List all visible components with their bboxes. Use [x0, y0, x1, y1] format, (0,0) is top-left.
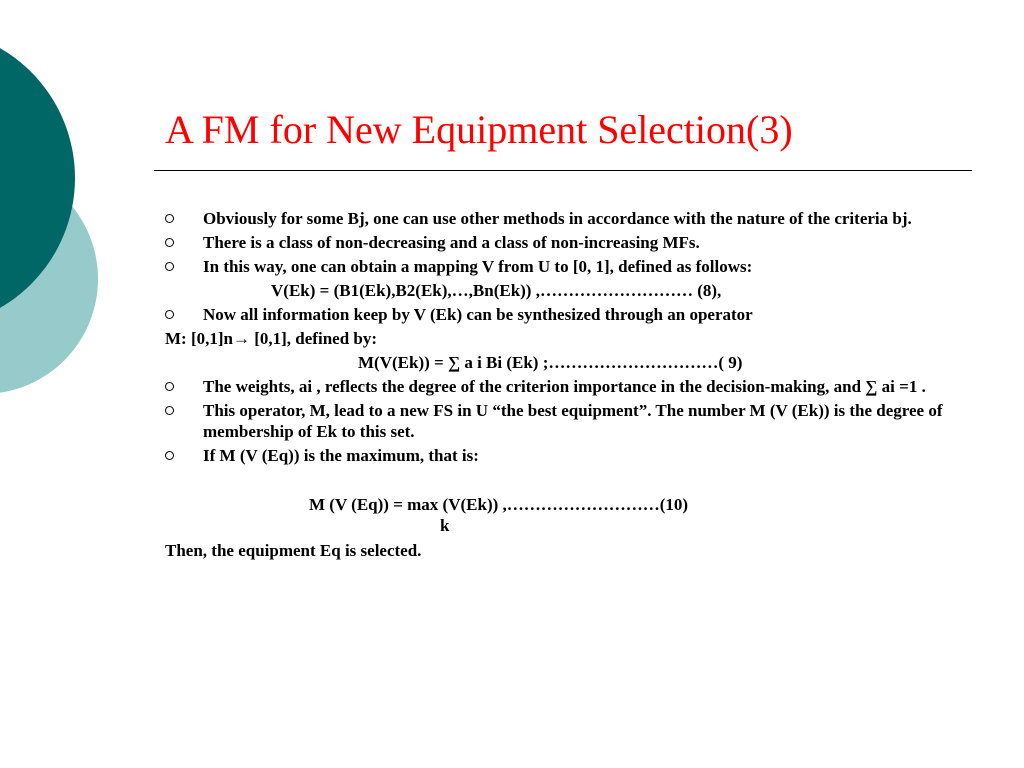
equation-8: V(Ek) = (B1(Ek),B2(Ek),…,Bn(Ek)) ,……………………… (8),: [271, 281, 722, 300]
bullet-text: Now all information keep by V (Ek) can be synthesized through an operator: [203, 305, 753, 324]
slide-body: [165, 208, 965, 564]
bullet-circle-icon: [165, 310, 174, 319]
bullet-circle-icon: [165, 451, 174, 460]
bullet-text: This operator, M, lead to a new FS in U “the best equipment”. The number M (V (Ek)) is the degree of membership of Ek to this set.: [203, 401, 943, 441]
bullet-item: [165, 304, 965, 325]
bullet-text: There is a class of non-decreasing and a class of non-increasing MFs.: [203, 233, 700, 252]
equation-10: M (V (Eq)) = max (V(Ek)) ,………………………(10): [309, 495, 689, 514]
equation-9: M(V(Ek)) = ∑ a i Bi (Ek) ;…………………………( 9): [358, 353, 743, 372]
bullet-text: In this way, one can obtain a mapping V from U to [0, 1], defined as follows:: [203, 257, 753, 276]
equation-10-subscript: k: [440, 516, 450, 535]
bullet-text: Obviously for some Bj, one can use other methods in accordance with the nature of the criteria bj.: [203, 209, 912, 228]
bullet-circle-icon: [165, 214, 174, 223]
bullet-text: The weights, ai , reflects the degree of the criterion importance in the decision-making, and ∑ ai =1 .: [203, 377, 926, 396]
slide-title: A FM for New Equipment Selection(3): [165, 107, 793, 152]
spacer: [165, 469, 965, 494]
bullet-item: [165, 400, 965, 442]
bullet-circle-icon: [165, 238, 174, 247]
bullet-circle-icon: [165, 406, 174, 415]
decorative-circles: [0, 0, 110, 420]
bullet-item: [165, 232, 965, 253]
title-divider: [154, 170, 972, 171]
bullet-item: [165, 445, 965, 466]
bullet-circle-icon: [165, 382, 174, 391]
bullet-item: [165, 256, 965, 277]
operator-definition: M: [0,1]n→ [0,1], defined by:: [165, 329, 378, 348]
bullet-item: [165, 208, 965, 229]
bullet-text: If M (V (Eq)) is the maximum, that is:: [203, 446, 479, 465]
bullet-circle-icon: [165, 262, 174, 271]
bullet-item: [165, 376, 965, 397]
conclusion-text: Then, the equipment Eq is selected.: [165, 541, 422, 560]
